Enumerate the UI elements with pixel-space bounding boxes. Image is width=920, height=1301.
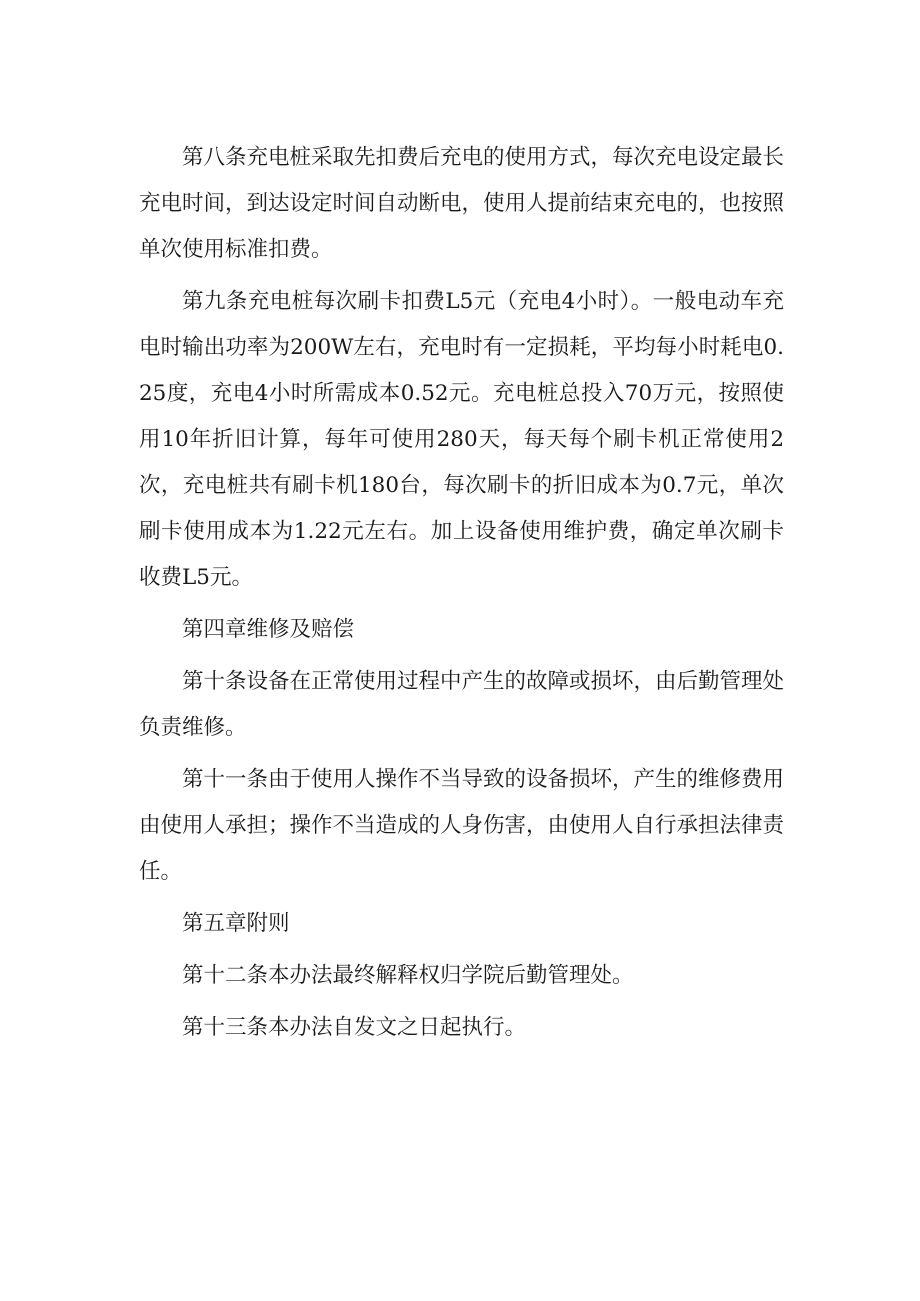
article-10: 第十条设备在正常使用过程中产生的故障或损坏，由后勤管理处负责维修。 bbox=[139, 669, 785, 740]
article-13: 第十三条本办法自发文之日起执行。 bbox=[182, 1015, 527, 1040]
article-12: 第十二条本办法最终解释权归学院后勤管理处。 bbox=[182, 963, 634, 988]
article-9: 第九条充电桩每次刷卡扣费L5元（充电4小时）。一般电动车充电时输出功率为200W左右，充电时有一定损耗，平均每小时耗电0.25度，充电4小时所需成本0.52元。充电桩总投入70万元，按照使用10年折旧计算，每年可使用280天，每天每个刷卡机正常使用2次，充电桩共有刷卡机180台，每次刷卡的折旧成本为0.7元，单次刷卡使用成本为1.22元左右。加上设备使用维护费，确定单次刷卡收费L5元。 bbox=[139, 289, 784, 590]
document-body bbox=[139, 135, 784, 1057]
article-11: 第十一条由于使用人操作不当导致的设备损坏，产生的维修费用由使用人承担；操作不当造成的人身伤害，由使用人自行承担法律责任。 bbox=[139, 767, 785, 884]
chapter-5-heading: 第五章附则 bbox=[182, 911, 290, 936]
chapter-4-heading: 第四章维修及赔偿 bbox=[182, 617, 355, 642]
article-8: 第八条充电桩采取先扣费后充电的使用方式，每次充电设定最长充电时间，到达设定时间自动断电，使用人提前结束充电的，也按照单次使用标准扣费。 bbox=[139, 145, 785, 262]
